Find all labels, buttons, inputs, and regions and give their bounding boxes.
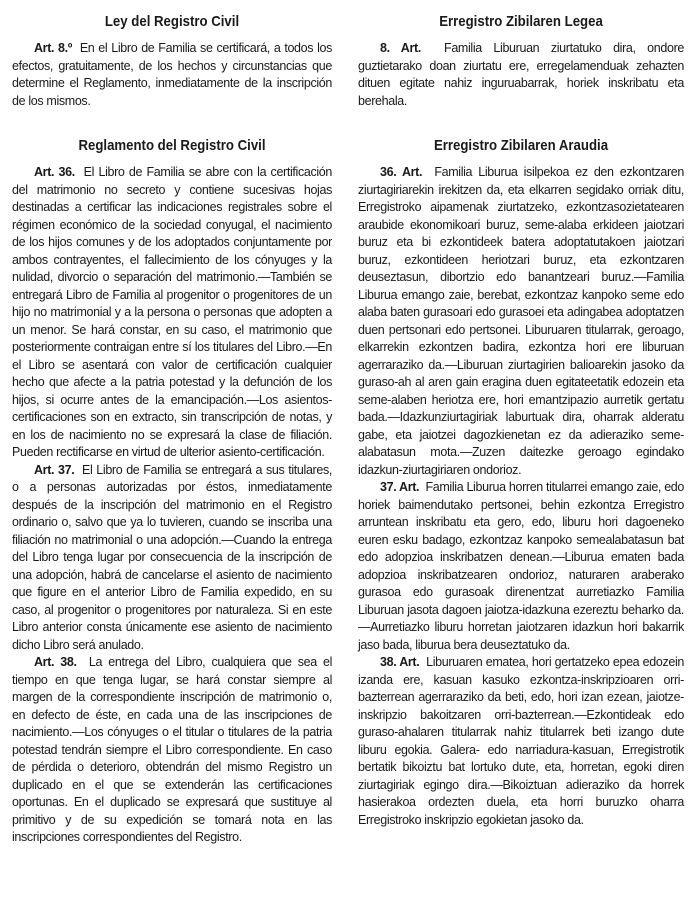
art37-label-es: Art. 37. [34,462,75,477]
art36-label-es: Art. 36. [34,165,75,179]
art37-text-eu: Familia Liburua horren titularrei emango zaie, edo horiek baimendutako pertsonei, behin ezkontza Erregistro arruntean inskribatu eta gero, edo, liburu hori dagoeneko euren esku badago, ezkontzaz kanpoko semealabatasun bat edo adopzioa inskribatzen denean.—Liburua ematen bada adopzioa inskribatzearen ondorioz, naturaren araberako gurasoa edo gurasoak direnentzat aurretiazko Familia Liburuan jasota dagoen jaiotza-idazkuna ezereztu beharko da.—Aurretiazko liburu horretan jaiotzaren idazkun hori bakarrik jaso bada, liburua bera deuseztatuko da. [358,480,684,652]
reglamento-title-eu: Erregistro Zibilaren Araudia [433,137,609,154]
basque-column [358,12,684,839]
art36-text-eu: Familia Liburua isilpekoa ez den ezkontzaren ziurtagiriarekin irekitzen da, eta elkarren segidako orriak ditu, Erregistroko aipamenak ziurtatzeko, ezkontzasozietatearen araubide ekonomikoari buruz, seme-alaba erkideen jaiotzari buruz eta bi ezkontideek batera adoptatutakoen jaiotzari buruz, ezkontideen heriotzari buruz, eta ezkontzaren deuseztasun, dibortzio edo banantzeari buruz.—Familia Liburua emango zaie, berebat, ezkontzaz kanpoko seme edo alaba baten gurasoari edo gurasoei eta adingabea adoptatzen duen pertsonari edo pertsonei. Liburuaren titularrak, geroago, elkarrekin ezkontzen badira, ezkontza hori ere liburuan agerraraziko da.—Liburuan ziurtagirien balioarekin jasoko da guraso-ah al aren gain eragina duen egitateetatik edozein eta seme-alaben heriotza ere, hori emantzipazio aurretik gertatu bada.—Idazkunziurtagiriak laburtuak dira, oharrak alderatu gabe, eta jaiotzei dagozkienetan ez da adieraziko seme-alabatasun mota.—Zuzen daitezke geroago egindako idazkun-ziurtagiriaren ondorioz. [358,165,684,477]
reglamento-section-es [12,136,332,847]
art37-text-es: El Libro de Familia se entregará a sus titulares, o a personas autorizadas por éstos, inmediatamente después de la inscripción del matrimonio en el Registro ordinario o, salvo que ya lo tuvieren, cuando se inscriba una filiación no matrimonial o una adopción.—Cuando la entrega del Libro tenga lugar por consecuencia de la inscripción de una adopción, habrá de cancelarse el asiento de nacimiento que figure en el anterior Libro de Familia expedido, en su caso, al progenitor o progenitores por naturaleza. Si en este Libro anterior consta únicamente ese asiento de nacimiento dicho Libro será anulado. [12,462,332,652]
art37-label-eu: 37. Art. [380,480,420,494]
ley-art8-text-es: En el Libro de Familia se certificará, a todos los efectos, gratuitamente, de los hechos y circunstancias que determine el Reglamento, inmediatamente de la inscripción de los mismos. [12,41,333,108]
art36-es [12,164,332,462]
ley-art8-eu [358,40,684,110]
art37-es [12,462,332,655]
ley-art8-es [12,40,332,110]
spanish-column [12,12,332,857]
ley-title-es: Ley del Registro Civil [104,13,240,30]
ley-art8-label-es: Art. 8.º [34,41,72,55]
art37-eu [358,479,684,654]
art38-eu [358,654,684,829]
ley-title-eu: Erregistro Zibilaren Legea [439,13,603,30]
reglamento-section-eu [358,136,684,829]
art36-eu [358,164,684,479]
art38-label-eu: 38. Art. [380,655,420,669]
reglamento-title-es: Reglamento del Registro Civil [78,137,266,154]
art38-es [12,654,332,847]
ley-section-eu [358,12,684,110]
ley-section-es [12,12,332,110]
ley-art8-label-eu: 8. Art. [380,41,421,55]
art38-text-es: La entrega del Libro, cualquiera que sea el tiempo en que tenga lugar, se hará constar siempre al margen de la correspondiente inscripción de matrimonio o, en defecto de éste, en cada una de las inscripciones de nacimiento.—Los cónyuges o el titular o titulares de la patria potestad tendrán siempre el Libro correspondiente. En caso de pérdida o deterioro, obtendrán del mismo Registro un duplicado en el que se extenderán las certificaciones oportunas. En el duplicado se expresará que sustituye al primitivo y de su expedición se tomará nota en las inscripciones correspondientes del Registro. [12,655,332,844]
ley-art8-text-eu: Familia Liburuan ziurtatuko dira, ondore guztietarako doan ziurtatu ere, erregelamenduak zehazten dituen egitate nahiz inguruabarrak, horiek inskribatu eta berehala. [358,41,685,108]
art38-label-es: Art. 38. [34,655,77,669]
art38-text-eu: Liburuaren ematea, hori gertatzeko epea edozein izanda ere, kasuan kasuko ezkontza-inskripzioaren orri-bazterrean agerraraziko da beti, edo, hori izan ezean, jaiotze-inskripzio bakoitzaren orri-bazterrean.—Ezkontideak edo guraso-ahalaren titularrak nahiz titularrek beti izango dute liburu egokia. Galera- edo narriadura-kasuan, Erregistrotik bertatik bikoiztu bat lortuko dute, eta, horretan, egoki diren ziurtagiriak egingo dira.—Bikoiztuan adieraziko da horrek hasierakoa ordezten duela, eta horri buruzko oharra Erregistroko inskripzio egokietan jasoko da. [358,655,684,827]
art36-label-eu: 36. Art. [380,165,423,179]
art36-text-es: El Libro de Familia se abre con la certificación del matrimonio no secreto y contiene sucesivas hojas destinadas a certificar las indicaciones registrales sobre el régimen económico de la sociedad conyugal, el nacimiento de los hijos comunes y de los adoptados conjuntamente por ambos contrayentes, el fallecimiento de los cónyuges y la nulidad, divorcio o separación del matrimonio.—También se entregará Libro de Familia al progenitor o progenitores de un hijo no matrimonial y a la persona o personas que adopten a un menor. Se hará constar, en su caso, el matrimonio que posteriormente contraigan entre sí los titulares del Libro.—En el Libro se asentará con valor de certificación cualquier hecho que afecte a la patria potestad y la defunción de los hijos, si ocurre antes de la emancipación.—Los asientos-certificaciones son en extracto, sin transcripción de notas, y en los de nacimiento no se expresará la clase de filiación. Pueden rectificarse en virtud de ulterior asiento-certificación. [12,165,333,459]
